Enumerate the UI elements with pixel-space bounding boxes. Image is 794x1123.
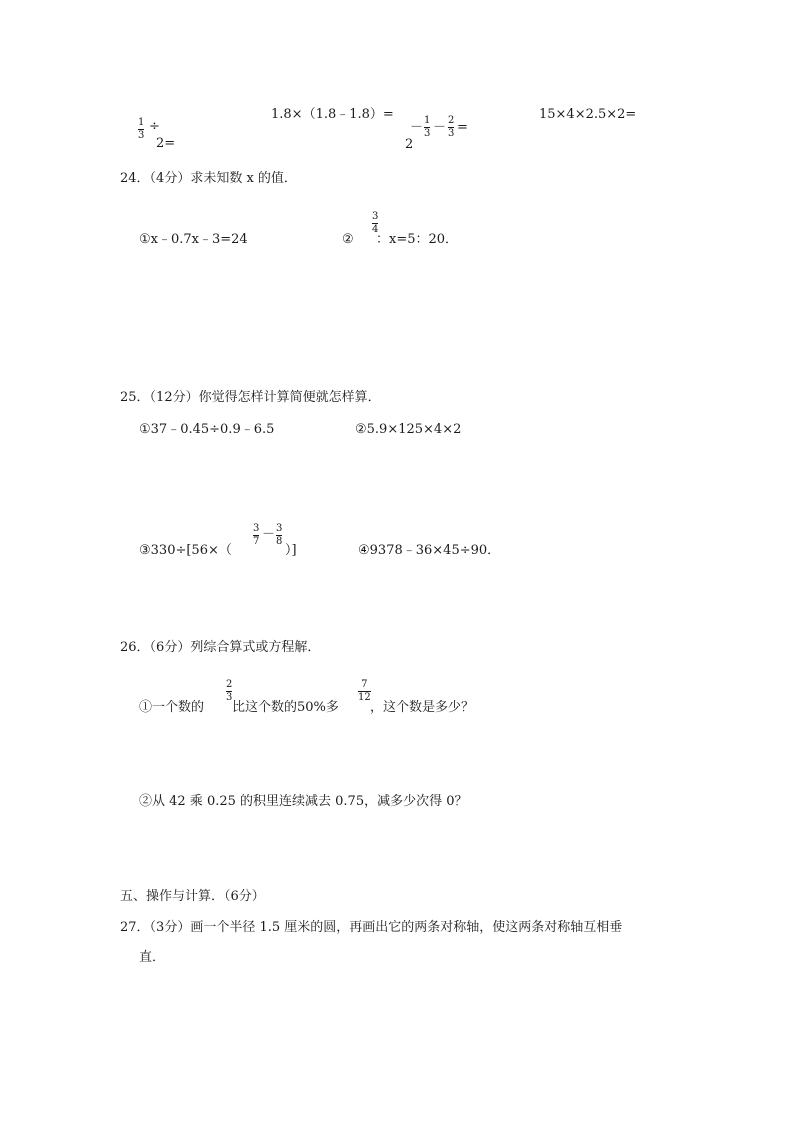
- problem-26-2: ②从 42 乘 0.25 的积里连续减去 0.75，减多少次得 0？: [139, 794, 468, 809]
- fraction-numerator: 3: [276, 523, 283, 534]
- problem-26-1-part-a: ①一个数的: [139, 700, 205, 715]
- question-25-title: 25．（12分）你觉得怎样计算简便就怎样算．: [120, 390, 381, 405]
- equals-sign: =: [457, 120, 468, 135]
- fraction-denominator: 3: [138, 130, 145, 141]
- problem-25-4: ④9378﹣36×45÷90．: [358, 543, 501, 558]
- equation-1: ①x﹣0.7x﹣3=24: [139, 232, 248, 247]
- fraction-denominator: 4: [372, 224, 379, 235]
- equation-2-label: ②: [342, 232, 354, 247]
- fraction-two-thirds: [448, 116, 454, 139]
- question-26-title: 26．（6分）列综合算式或方程解．: [120, 640, 321, 655]
- fraction-denominator: 3: [448, 128, 455, 139]
- question-27-line-1: 27．（3分）画一个半径 1.5 厘米的圆，再画出它的两条对称轴，使这两条对称轴互相垂: [120, 920, 623, 935]
- fraction-numerator: 1: [138, 117, 145, 128]
- fraction-three-eighths: [276, 524, 282, 547]
- minus-sign: －: [262, 527, 276, 542]
- fraction-numerator: 7: [361, 679, 368, 690]
- fraction-three-sevenths: [253, 524, 259, 547]
- section-5-title: 五、操作与计算．（6分）: [120, 889, 265, 904]
- problem-26-1-part-c: ，这个数是多少？: [370, 700, 475, 715]
- fraction-numerator: 3: [372, 211, 379, 222]
- problem-25-2: ②5.9×125×4×2: [355, 422, 462, 437]
- expression-part: 2=: [156, 136, 176, 151]
- expression-1-8: 1.8×（1.8﹣1.8）=: [271, 107, 394, 122]
- minus-sign: －: [433, 120, 447, 135]
- question-27-line-2: 直．: [139, 950, 166, 965]
- fraction-denominator: 12: [358, 692, 371, 703]
- fraction-denominator: 3: [226, 692, 233, 703]
- fraction-seven-twelfths: [358, 680, 371, 703]
- fraction-numerator: 3: [253, 523, 260, 534]
- fraction-denominator: 7: [253, 536, 260, 547]
- minus-sign: －: [410, 120, 424, 135]
- problem-25-3-right: ）]: [285, 543, 297, 558]
- problem-26-1-part-b: 比这个数的50%多: [232, 700, 339, 715]
- fraction-numerator: 1: [424, 115, 431, 126]
- fraction-denominator: 8: [276, 536, 283, 547]
- expression-15x4: 15×4×2.5×2=: [539, 107, 637, 122]
- problem-25-3-left: ③330÷[56×（: [139, 543, 232, 558]
- fraction-numerator: 2: [226, 679, 233, 690]
- question-24-title: 24．（4分）求未知数 x 的值．: [120, 171, 297, 186]
- problem-25-1: ①37﹣0.45÷0.9﹣6.5: [139, 422, 275, 437]
- equation-2-rest: ：x=5：20．: [376, 232, 459, 247]
- fraction-numerator: 2: [448, 115, 455, 126]
- fraction-one-third: [424, 116, 430, 139]
- fraction-one-third: [138, 118, 144, 141]
- division-sign: ÷: [149, 119, 160, 134]
- expression-part: 2: [405, 137, 414, 152]
- fraction-denominator: 3: [424, 128, 431, 139]
